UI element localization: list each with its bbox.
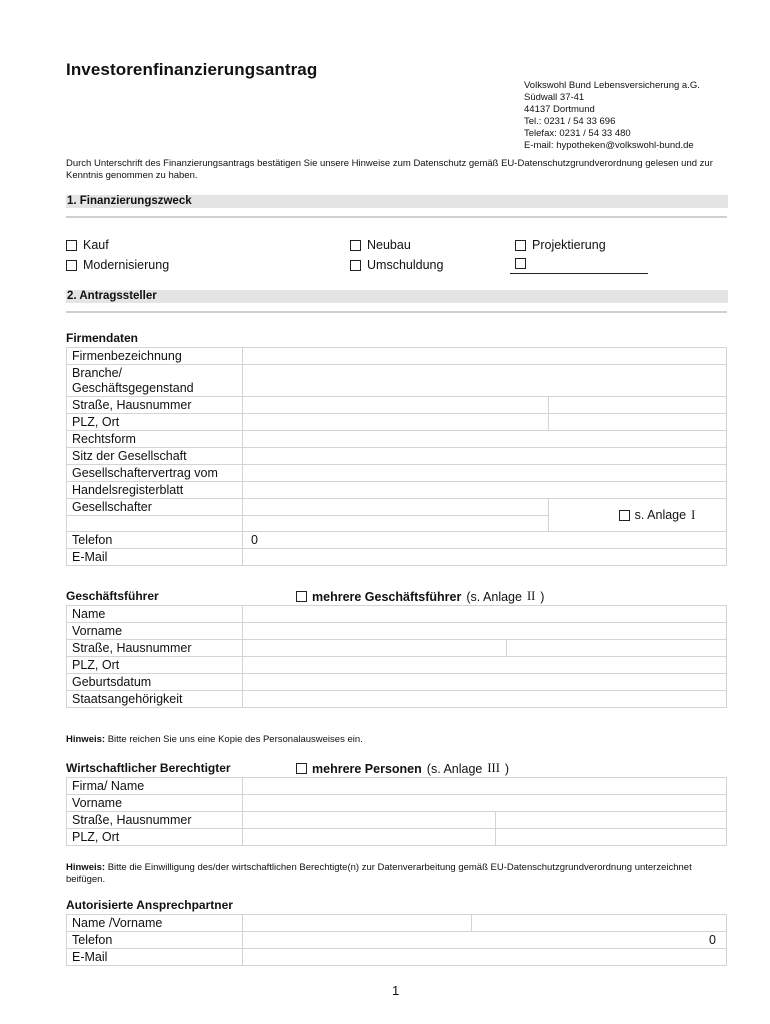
- label-email: E-Mail: [67, 549, 243, 566]
- geschaeftsfuehrer-table: [66, 605, 727, 708]
- label-strasse: Straße, Hausnummer: [67, 640, 243, 657]
- input-rechtsform[interactable]: [243, 431, 727, 448]
- ansprechpartner-table: [66, 914, 727, 966]
- label-name: Name: [67, 606, 243, 623]
- label-firmenbezeichnung: Firmenbezeichnung: [67, 348, 243, 365]
- label-gesellschafter: Gesellschafter: [67, 499, 243, 516]
- label-staatsangehoerigkeit: Staatsangehörigkeit: [67, 691, 243, 708]
- company-email: E-mail: hypotheken@volkswohl-bund.de: [524, 140, 694, 151]
- input-ap-email[interactable]: [243, 949, 727, 966]
- input-wb-hausnummer[interactable]: [496, 812, 727, 829]
- company-fax: Telefax: 0231 / 54 33 480: [524, 128, 631, 139]
- input-gf-vorname[interactable]: [243, 623, 727, 640]
- label-branche: Branche/ Geschäftsgegenstand: [67, 365, 243, 397]
- input-gf-strasse[interactable]: [243, 640, 507, 657]
- label-geburtsdatum: Geburtsdatum: [67, 674, 243, 691]
- label-name-vorname: Name /Vorname: [67, 915, 243, 932]
- checkbox[interactable]: [296, 591, 307, 602]
- input-telefon[interactable]: 0: [243, 532, 727, 549]
- label-firma-name: Firma/ Name: [67, 778, 243, 795]
- anlage-i-cell: [548, 499, 726, 532]
- input-ap-name[interactable]: [243, 915, 472, 932]
- ansprechpartner-heading: Autorisierte Ansprechpartner: [66, 898, 233, 912]
- input-wb-firma-name[interactable]: [243, 778, 727, 795]
- checkbox[interactable]: [66, 240, 77, 251]
- checkbox[interactable]: [515, 258, 526, 269]
- label-telefon: Telefon: [67, 532, 243, 549]
- input-strasse[interactable]: [243, 397, 549, 414]
- input-branche[interactable]: [243, 365, 727, 397]
- checkbox[interactable]: [515, 240, 526, 251]
- input-email[interactable]: [243, 549, 727, 566]
- geschaeftsfuehrer-heading: Geschäftsführer: [66, 589, 159, 603]
- mehrere-personen-option[interactable]: mehrere Personen (s. Anlage III ): [296, 761, 509, 776]
- label-strasse: Straße, Hausnummer: [67, 397, 243, 414]
- checkbox[interactable]: [66, 260, 77, 271]
- section-1-header: 1. Finanzierungszweck: [66, 195, 728, 208]
- input-gf-plz-ort[interactable]: [243, 657, 727, 674]
- option-neubau[interactable]: Neubau: [350, 238, 411, 252]
- input-wb-plz[interactable]: [243, 829, 496, 846]
- berechtigter-table: [66, 777, 727, 846]
- option-other[interactable]: [515, 258, 532, 269]
- label-strasse: Straße, Hausnummer: [67, 812, 243, 829]
- section-2-header: 2. Antragssteller: [66, 290, 728, 303]
- checkbox[interactable]: [350, 260, 361, 271]
- input-plz[interactable]: [243, 414, 549, 431]
- checkbox[interactable]: [350, 240, 361, 251]
- label-plz-ort: PLZ, Ort: [67, 657, 243, 674]
- input-sitz[interactable]: [243, 448, 727, 465]
- input-gf-hausnummer[interactable]: [507, 640, 727, 657]
- option-umschuldung[interactable]: Umschuldung: [350, 258, 443, 272]
- label-plz-ort: PLZ, Ort: [67, 829, 243, 846]
- input-ap-telefon[interactable]: 0: [243, 932, 727, 949]
- option-kauf[interactable]: Kauf: [66, 238, 109, 252]
- anlage-i-option[interactable]: s. Anlage I: [619, 507, 726, 523]
- company-tel: Tel.: 0231 / 54 33 696: [524, 116, 616, 127]
- input-ort[interactable]: [548, 414, 726, 431]
- input-gf-name[interactable]: [243, 606, 727, 623]
- label-plz-ort: PLZ, Ort: [67, 414, 243, 431]
- section-divider: [66, 311, 727, 313]
- company-city: 44137 Dortmund: [524, 104, 595, 115]
- hint-ausweis: Hinweis: Bitte reichen Sie uns eine Kopie des Personalausweises ein.: [66, 734, 363, 745]
- input-wb-ort[interactable]: [496, 829, 727, 846]
- input-gesellschaftervertrag[interactable]: [243, 465, 727, 482]
- input-gf-geburtsdatum[interactable]: [243, 674, 727, 691]
- company-address: [524, 80, 700, 152]
- input-handelsregister[interactable]: [243, 482, 727, 499]
- privacy-intro: Durch Unterschrift des Finanzierungsantrags bestätigen Sie unsere Hinweise zum Datenschutz gemäß EU-Datenschutzgrundverordnung gelesen und zur Kenntnis genommen zu haben.: [66, 158, 713, 181]
- hint-einwilligung: Hinweis: Bitte die Einwilligung des/der wirtschaftlichen Berechtigte(n) zur Datenverarbeitung gemäß EU-Datenschutzgrundverordnung unterzeichnet beifügen.: [66, 862, 692, 885]
- label-rechtsform: Rechtsform: [67, 431, 243, 448]
- company-name: Volkswohl Bund Lebensversicherung a.G.: [524, 80, 700, 91]
- document-title: Investorenfinanzierungsantrag: [66, 60, 318, 79]
- label-gesellschafter-2: [67, 516, 243, 532]
- label-handelsregister: Handelsregisterblatt: [67, 482, 243, 499]
- label-sitz: Sitz der Gesellschaft: [67, 448, 243, 465]
- option-projektierung[interactable]: Projektierung: [515, 238, 606, 252]
- input-gesellschafter-1[interactable]: [243, 499, 549, 516]
- label-gesellschaftervertrag: Gesellschaftervertrag vom: [67, 465, 243, 482]
- page-number: 1: [392, 983, 400, 998]
- input-ap-vorname[interactable]: [472, 915, 727, 932]
- other-purpose-line[interactable]: [510, 273, 648, 274]
- checkbox[interactable]: [296, 763, 307, 774]
- firmendaten-table: [66, 347, 727, 566]
- checkbox[interactable]: [619, 510, 630, 521]
- input-hausnummer[interactable]: [548, 397, 726, 414]
- company-street: Südwall 37-41: [524, 92, 585, 103]
- input-wb-vorname[interactable]: [243, 795, 727, 812]
- option-modernisierung[interactable]: Modernisierung: [66, 258, 169, 272]
- label-vorname: Vorname: [67, 623, 243, 640]
- label-telefon: Telefon: [67, 932, 243, 949]
- input-gf-staatsangehoerigkeit[interactable]: [243, 691, 727, 708]
- label-email: E-Mail: [67, 949, 243, 966]
- label-vorname: Vorname: [67, 795, 243, 812]
- input-gesellschafter-2[interactable]: [243, 516, 549, 532]
- input-wb-strasse[interactable]: [243, 812, 496, 829]
- berechtigter-heading: Wirtschaftlicher Berechtigter: [66, 761, 231, 775]
- section-divider: [66, 216, 727, 218]
- mehrere-geschaeftsfuehrer-option[interactable]: mehrere Geschäftsführer (s. Anlage II ): [296, 589, 544, 604]
- input-firmenbezeichnung[interactable]: [243, 348, 727, 365]
- firmendaten-heading: Firmendaten: [66, 331, 139, 345]
